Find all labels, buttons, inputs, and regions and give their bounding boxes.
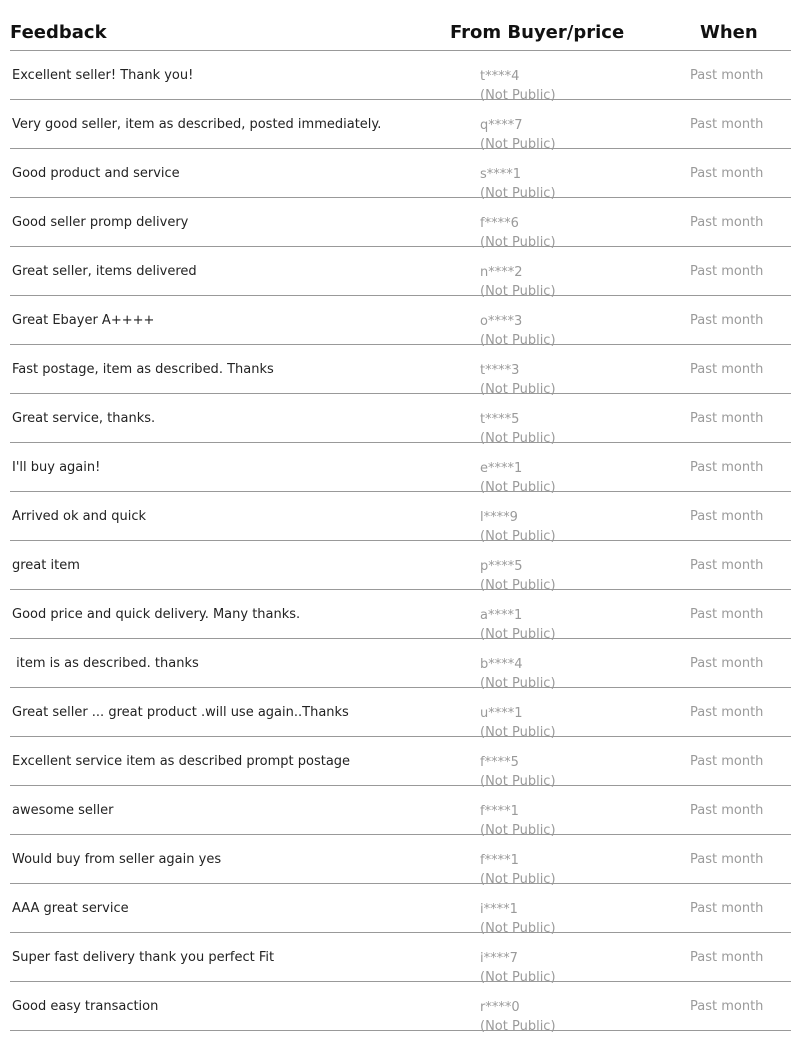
- price-note: (Not Public): [480, 382, 556, 397]
- buyer-name: q****7: [480, 118, 523, 133]
- table-row: [10, 590, 791, 642]
- price-note: (Not Public): [480, 1019, 556, 1034]
- price-note: (Not Public): [480, 480, 556, 495]
- price-note: (Not Public): [480, 235, 556, 250]
- feedback-date: Past month: [690, 460, 764, 475]
- table-row: [10, 982, 791, 1034]
- feedback-comment: Super fast delivery thank you perfect Fit: [12, 950, 275, 965]
- buyer-name: e****1: [480, 461, 523, 476]
- feedback-comment: Good easy transaction: [12, 999, 159, 1014]
- feedback-date: Past month: [690, 509, 764, 524]
- feedback-comment: AAA great service: [12, 901, 129, 916]
- price-note: (Not Public): [480, 186, 556, 201]
- price-note: (Not Public): [480, 970, 556, 985]
- buyer-name: f****1: [480, 853, 519, 868]
- feedback-comment: Great Ebayer A++++: [12, 313, 155, 328]
- feedback-date: Past month: [690, 656, 764, 671]
- feedback-comment: Would buy from seller again yes: [12, 852, 222, 867]
- feedback-date: Past month: [690, 313, 764, 328]
- feedback-column-header: Feedback: [10, 22, 107, 43]
- feedback-comment: Excellent service item as described prompt postage: [12, 754, 351, 769]
- feedback-date: Past month: [690, 999, 764, 1014]
- buyer-name: a****1: [480, 608, 523, 623]
- buyer-column-header: From Buyer/price: [450, 22, 625, 43]
- buyer-name: n****2: [480, 265, 523, 280]
- table-row: [10, 51, 791, 103]
- price-note: (Not Public): [480, 333, 556, 348]
- price-note: (Not Public): [480, 137, 556, 152]
- table-row: [10, 688, 791, 740]
- table-row: [10, 884, 791, 936]
- price-note: (Not Public): [480, 725, 556, 740]
- price-note: (Not Public): [480, 627, 556, 642]
- feedback-date: Past month: [690, 950, 764, 965]
- table-row: [10, 100, 791, 152]
- price-note: (Not Public): [480, 88, 556, 103]
- feedback-date: Past month: [690, 362, 764, 377]
- price-note: (Not Public): [480, 823, 556, 838]
- feedback-comment: Good seller promp delivery: [12, 215, 189, 230]
- feedback-comment: Great seller ... great product .will use again..Thanks: [12, 705, 349, 720]
- price-note: (Not Public): [480, 578, 556, 593]
- feedback-date: Past month: [690, 411, 764, 426]
- feedback-date: Past month: [690, 852, 764, 867]
- feedback-date: Past month: [690, 215, 764, 230]
- buyer-name: f****6: [480, 216, 519, 231]
- feedback-comment: Excellent seller! Thank you!: [12, 68, 194, 83]
- feedback-date: Past month: [690, 264, 764, 279]
- buyer-name: t****3: [480, 363, 520, 378]
- buyer-name: u****1: [480, 706, 523, 721]
- table-row: [10, 296, 791, 348]
- buyer-name: i****1: [480, 902, 518, 917]
- table-row: [10, 443, 791, 495]
- feedback-comment: item is as described. thanks: [12, 656, 199, 671]
- table-row: [10, 345, 791, 397]
- price-note: (Not Public): [480, 921, 556, 936]
- buyer-name: o****3: [480, 314, 523, 329]
- price-note: (Not Public): [480, 431, 556, 446]
- feedback-comment: Good product and service: [12, 166, 180, 181]
- buyer-name: p****5: [480, 559, 523, 574]
- table-row: [10, 394, 791, 446]
- feedback-date: Past month: [690, 705, 764, 720]
- table-row: [10, 149, 791, 201]
- when-column-header: When: [700, 22, 758, 43]
- price-note: (Not Public): [480, 529, 556, 544]
- table-row: [10, 492, 791, 544]
- buyer-name: i****7: [480, 951, 518, 966]
- table-row: [10, 639, 791, 691]
- feedback-table: [10, 0, 791, 1034]
- feedback-list: [10, 51, 791, 1034]
- feedback-comment: great item: [12, 558, 80, 573]
- feedback-date: Past month: [690, 117, 764, 132]
- feedback-date: Past month: [690, 68, 764, 83]
- feedback-date: Past month: [690, 166, 764, 181]
- buyer-name: t****5: [480, 412, 520, 427]
- feedback-date: Past month: [690, 803, 764, 818]
- feedback-comment: Arrived ok and quick: [12, 509, 147, 524]
- feedback-date: Past month: [690, 607, 764, 622]
- buyer-name: r****0: [480, 1000, 520, 1015]
- buyer-name: f****5: [480, 755, 519, 770]
- table-header: [10, 0, 791, 51]
- buyer-name: b****4: [480, 657, 523, 672]
- feedback-comment: Very good seller, item as described, posted immediately.: [12, 117, 382, 132]
- price-note: (Not Public): [480, 676, 556, 691]
- buyer-name: s****1: [480, 167, 522, 182]
- table-row: [10, 737, 791, 789]
- price-note: (Not Public): [480, 284, 556, 299]
- feedback-date: Past month: [690, 558, 764, 573]
- table-row: [10, 933, 791, 985]
- feedback-comment: awesome seller: [12, 803, 114, 818]
- feedback-date: Past month: [690, 754, 764, 769]
- feedback-comment: Fast postage, item as described. Thanks: [12, 362, 274, 377]
- buyer-name: t****4: [480, 69, 520, 84]
- table-row: [10, 541, 791, 593]
- price-note: (Not Public): [480, 774, 556, 789]
- table-row: [10, 786, 791, 838]
- table-row: [10, 198, 791, 250]
- feedback-comment: Good price and quick delivery. Many thanks.: [12, 607, 301, 622]
- buyer-name: f****1: [480, 804, 519, 819]
- table-row: [10, 835, 791, 887]
- feedback-comment: Great service, thanks.: [12, 411, 156, 426]
- buyer-cell: [480, 998, 556, 1036]
- price-note: (Not Public): [480, 872, 556, 887]
- feedback-comment: Great seller, items delivered: [12, 264, 197, 279]
- buyer-name: l****9: [480, 510, 518, 525]
- table-row: [10, 247, 791, 299]
- feedback-comment: I'll buy again!: [12, 460, 101, 475]
- feedback-date: Past month: [690, 901, 764, 916]
